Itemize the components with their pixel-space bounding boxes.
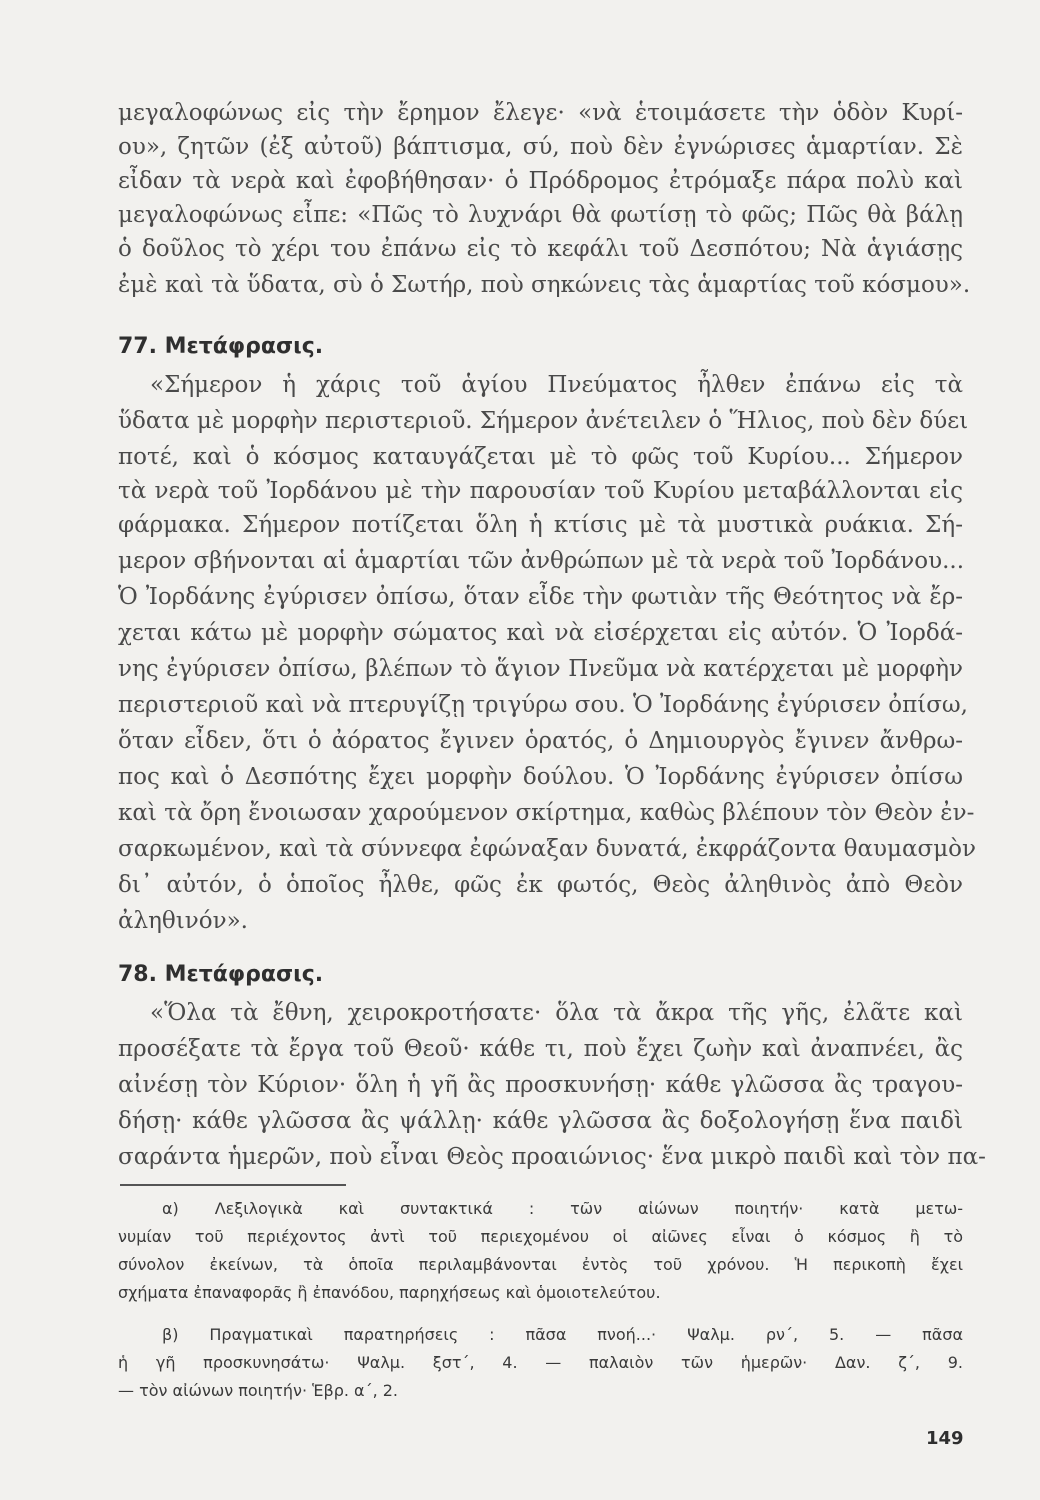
- text-line: δήσῃ· κάθε γλῶσσα ἂς ψάλλῃ· κάθε γλῶσσα ἂς δοξολογήσῃ ἕνα παιδὶ: [118, 1108, 963, 1134]
- text-line: σαρκωμένον, καὶ τὰ σύννεφα ἐφώναξαν δυνατά, ἐκφράζοντα θαυμασμὸν: [118, 836, 976, 862]
- footnote-line: σχήματα ἐπαναφορᾶς ἢ ἐπανόδου, παρηχήσεως καὶ ὁμοιοτελεύτου.: [118, 1283, 661, 1302]
- text-line: ου», ζητῶν (ἐξ αὐτοῦ) βάπτισμα, σύ, ποὺ δὲν ἐγνώρισες ἁμαρτίαν. Σὲ: [118, 134, 963, 160]
- text-line: μεγαλοφώνως εἰς τὴν ἔρημον ἔλεγε· «νὰ ἑτοιμάσετε τὴν ὁδὸν Κυρί-: [118, 100, 963, 126]
- text-line: δι᾽ αὐτόν, ὁ ὁποῖος ἦλθε, φῶς ἐκ φωτός, Θεὸς ἀληθινὸς ἀπὸ Θεὸν: [118, 872, 963, 898]
- page-number: 149: [926, 1428, 964, 1449]
- footnote-line: σύνολον ἐκείνων, τὰ ὁποῖα περιλαμβάνονται ἐντὸς τοῦ χρόνου. Ἡ περικοπὴ ἔχει: [118, 1255, 963, 1274]
- text-line: «Ὅλα τὰ ἔθνη, χειροκροτήσατε· ὅλα τὰ ἄκρα τῆς γῆς, ἐλᾶτε καὶ: [150, 1000, 963, 1026]
- text-line: «Σήμερον ἡ χάρις τοῦ ἁγίου Πνεύματος ἦλθεν ἐπάνω εἰς τὰ: [150, 372, 963, 398]
- text-line: φάρμακα. Σήμερον ποτίζεται ὅλη ἡ κτίσις μὲ τὰ μυστικὰ ρυάκια. Σή-: [118, 512, 963, 538]
- text-line: μερον σβήνονται αἱ ἁμαρτίαι τῶν ἀνθρώπων μὲ τὰ νερὰ τοῦ Ἰορδάνου...: [118, 548, 965, 574]
- text-line: εἶδαν τὰ νερὰ καὶ ἐφοβήθησαν· ὁ Πρόδρομος ἐτρόμαξε πάρα πολὺ καὶ: [118, 168, 963, 194]
- section-heading-78: 78. Μετάφρασις.: [118, 962, 324, 987]
- text-line: ἀληθινόν».: [118, 908, 248, 934]
- text-line: σαράντα ἡμερῶν, ποὺ εἶναι Θεὸς προαιώνιος· ἕνα μικρὸ παιδὶ καὶ τὸν πα-: [118, 1144, 986, 1170]
- footnote-divider: [120, 1184, 346, 1186]
- text-line: Ὁ Ἰορδάνης ἐγύρισεν ὀπίσω, ὅταν εἶδε τὴν φωτιὰν τῆς Θεότητος νὰ ἔρ-: [118, 584, 963, 610]
- footnote-line: ἡ γῆ προσκυνησάτω· Ψαλμ. ξστ΄, 4. — παλαιὸν τῶν ἡμερῶν· Δαν. ζ΄, 9.: [118, 1353, 963, 1372]
- footnote-line: — τὸν αἰώνων ποιητήν· Ἑβρ. α΄, 2.: [118, 1381, 399, 1400]
- section-heading-77: 77. Μετάφρασις.: [118, 334, 324, 359]
- text-line: περιστεριοῦ καὶ νὰ πτερυγίζῃ τριγύρω σου. Ὁ Ἰορδάνης ἐγύρισεν ὀπίσω,: [118, 692, 968, 718]
- text-line: ὁ δοῦλος τὸ χέρι του ἐπάνω εἰς τὸ κεφάλι τοῦ Δεσπότου; Νὰ ἁγιάσῃς: [118, 236, 963, 262]
- text-line: πος καὶ ὁ Δεσπότης ἔχει μορφὴν δούλου. Ὁ Ἰορδάνης ἐγύρισεν ὀπίσω: [118, 764, 963, 790]
- text-line: ποτέ, καὶ ὁ κόσμος καταυγάζεται μὲ τὸ φῶς τοῦ Κυρίου... Σήμερον: [118, 444, 963, 470]
- footnote-line: νυμίαν τοῦ περιέχοντος ἀντὶ τοῦ περιεχομένου οἱ αἰῶνες εἶναι ὁ κόσμος ἢ τὸ: [118, 1227, 963, 1246]
- footnote-line: β) Πραγματικαὶ παρατηρήσεις : πᾶσα πνοή...· Ψαλμ. ρν΄, 5. — πᾶσα: [162, 1325, 963, 1344]
- text-line: μεγαλοφώνως εἶπε: «Πῶς τὸ λυχνάρι θὰ φωτίσῃ τὸ φῶς; Πῶς θὰ βάλῃ: [118, 202, 963, 228]
- text-line: ἐμὲ καὶ τὰ ὕδατα, σὺ ὁ Σωτήρ, ποὺ σηκώνεις τὰς ἁμαρτίας τοῦ κόσμου».: [118, 272, 971, 298]
- text-line: ὕδατα μὲ μορφὴν περιστεριοῦ. Σήμερον ἀνέτειλεν ὁ Ἥλιος, ποὺ δὲν δύει: [118, 408, 969, 434]
- text-line: νης ἐγύρισεν ὀπίσω, βλέπων τὸ ἅγιον Πνεῦμα νὰ κατέρχεται μὲ μορφὴν: [118, 656, 963, 682]
- text-line: ὅταν εἶδεν, ὅτι ὁ ἀόρατος ἔγινεν ὁρατός, ὁ Δημιουργὸς ἔγινεν ἄνθρω-: [118, 728, 963, 754]
- footnote-line: α) Λεξιλογικὰ καὶ συντακτικά : τῶν αἰώνων ποιητήν· κατὰ μετω-: [162, 1199, 963, 1218]
- text-line: αἰνέσῃ τὸν Κύριον· ὅλη ἡ γῆ ἂς προσκυνήσῃ· κάθε γλῶσσα ἂς τραγου-: [118, 1072, 963, 1098]
- text-line: χεται κάτω μὲ μορφὴν σώματος καὶ νὰ εἰσέρχεται εἰς αὐτόν. Ὁ Ἰορδά-: [118, 620, 963, 646]
- text-line: τὰ νερὰ τοῦ Ἰορδάνου μὲ τὴν παρουσίαν τοῦ Κυρίου μεταβάλλονται εἰς: [118, 478, 963, 504]
- text-line: καὶ τὰ ὄρη ἔνοιωσαν χαρούμενον σκίρτημα, καθὼς βλέπουν τὸν Θεὸν ἐν-: [118, 800, 975, 826]
- text-line: προσέξατε τὰ ἔργα τοῦ Θεοῦ· κάθε τι, ποὺ ἔχει ζωὴν καὶ ἀναπνέει, ἂς: [118, 1036, 963, 1062]
